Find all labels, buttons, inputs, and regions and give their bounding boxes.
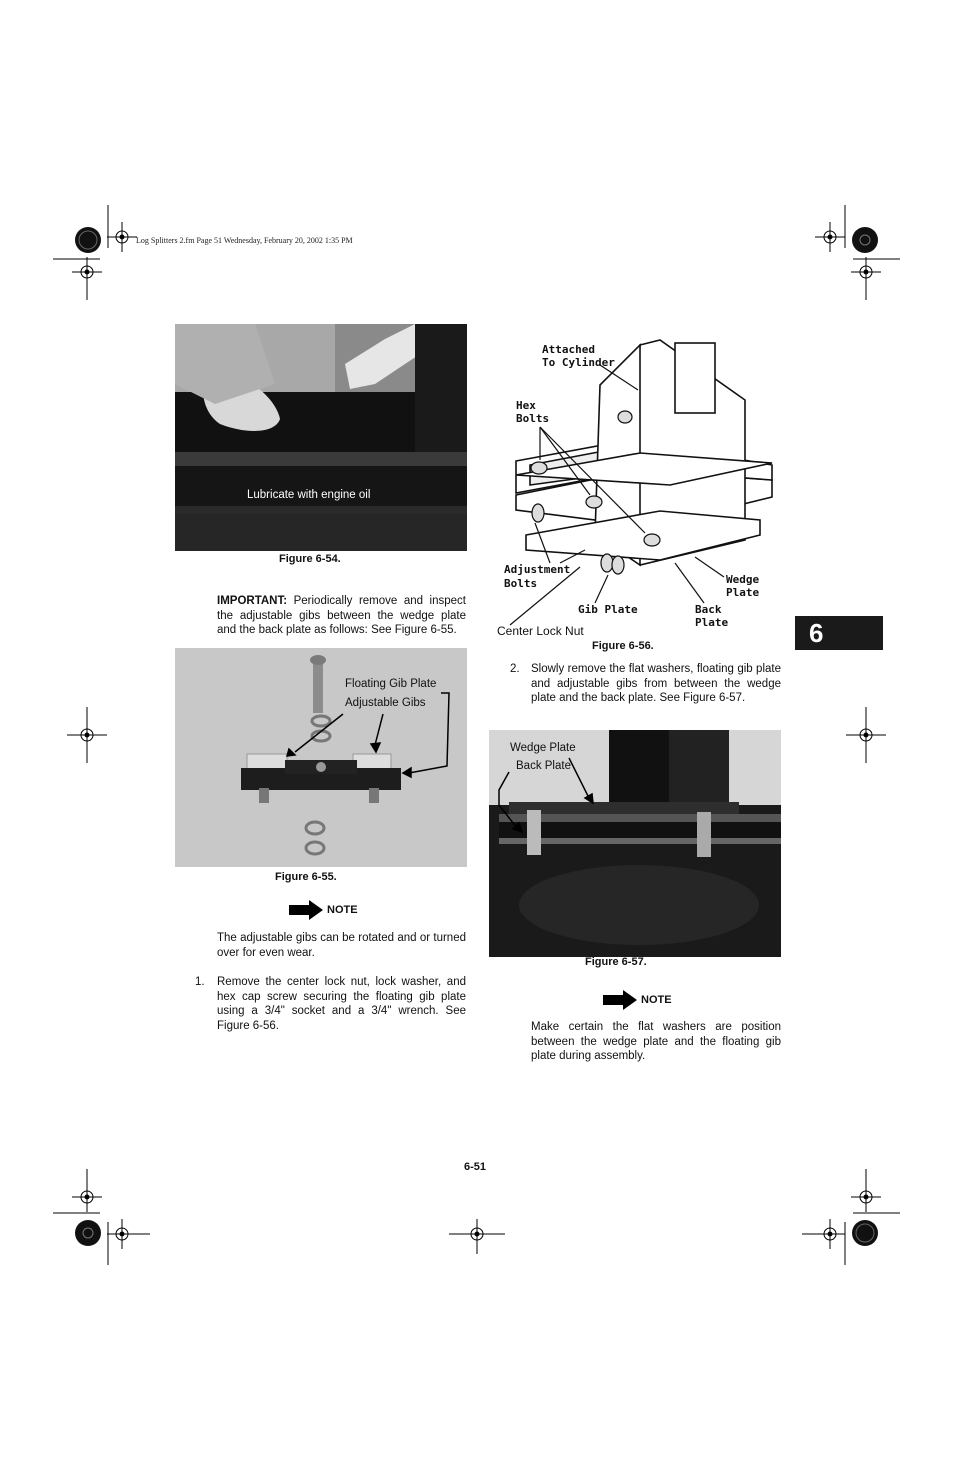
step-1-number: 1. [195, 976, 205, 988]
label-hex-1: Hex [516, 399, 536, 412]
step-2-number: 2. [510, 663, 520, 675]
label-back-2: Plate [695, 616, 729, 629]
fig55-label-gibs: Adjustable Gibs [345, 697, 426, 709]
step-1-body: Remove the center lock nut, lock washer, and hex cap screw securing the floating gib plate using a 3/4" socket and a 3/4" wrench. See Figure 6-56. [217, 976, 466, 1032]
label-attached-2: To Cylinder [542, 356, 615, 369]
label-adjust-2: Bolts [504, 577, 538, 590]
fig57-label-wedge: Wedge Plate [510, 742, 576, 754]
chapter-tab [795, 616, 883, 650]
figure-6-57-photo [489, 730, 781, 957]
fig54-label: Lubricate with engine oil [247, 489, 371, 501]
label-wedge-1: Wedge [726, 573, 760, 586]
step-2-body: Slowly remove the flat washers, floating gib plate and adjustable gibs from between the wedge plate and the back plate. See Figure 6-57. [531, 663, 781, 704]
label-hex-2: Bolts [516, 412, 550, 425]
label-adjust-1: Adjustment [504, 563, 571, 576]
important-paragraph [217, 594, 466, 638]
figure-6-54-caption: Figure 6-54. [279, 553, 341, 565]
note-2-label: NOTE [641, 994, 672, 1006]
page-number: 6-51 [464, 1161, 487, 1173]
label-back-1: Back [695, 603, 722, 616]
note-arrow-icon [603, 990, 637, 1010]
note-1-body: The adjustable gibs can be rotated and or turned over for even wear. [217, 932, 466, 959]
important-label: IMPORTANT: [217, 595, 288, 607]
file-header: Log Splitters 2.fm Page 51 Wednesday, February 20, 2002 1:35 PM [136, 236, 353, 245]
note-arrow-icon [289, 900, 323, 920]
note-1 [289, 900, 358, 920]
figure-6-56-diagram [490, 335, 782, 640]
fig57-label-back: Back Plate [516, 760, 571, 772]
figure-6-56-caption: Figure 6-56. [592, 640, 654, 652]
label-wedge-2: Plate [726, 586, 760, 599]
fig55-label-floating: Floating Gib Plate [345, 678, 437, 690]
important-body: Periodically remove and inspect the adjustable gibs between the wedge plate and the back plate as follows: See Figure 6-55. [217, 595, 466, 636]
figure-6-57-caption: Figure 6-57. [585, 956, 647, 968]
figure-6-54-photo [175, 324, 467, 551]
chapter-number: 6 [809, 618, 824, 648]
label-center-lock-nut: Center Lock Nut [497, 624, 584, 638]
note-1-label: NOTE [327, 904, 358, 916]
label-attached-1: Attached [542, 343, 595, 356]
figure-6-55-photo [175, 648, 467, 867]
note-2-body: Make certain the flat washers are position between the wedge plate and the floating gib plate during assembly. [531, 1021, 781, 1062]
note-2 [603, 990, 672, 1010]
figure-6-55-caption: Figure 6-55. [275, 871, 337, 883]
label-gib-plate: Gib Plate [578, 603, 638, 616]
